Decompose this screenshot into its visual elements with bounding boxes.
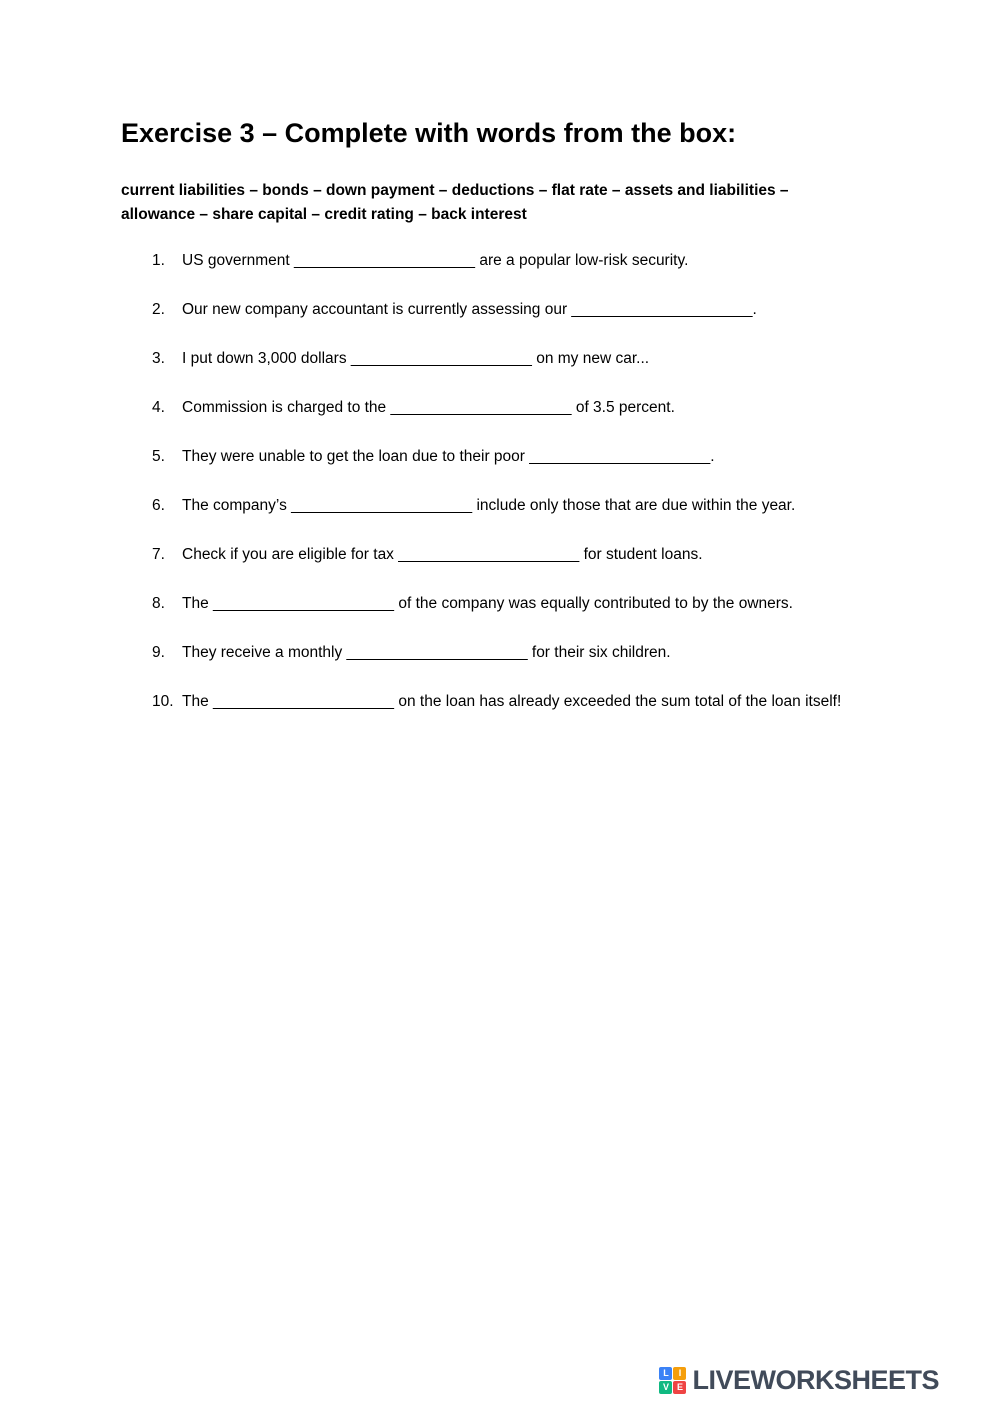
word-box: current liabilities – bonds – down payment – deductions – flat rate – assets and liabilities – allowance – share capital – credit rating – back interest	[121, 182, 789, 223]
item-post-text: for student loans.	[579, 546, 703, 563]
item-post-text: .	[752, 301, 757, 318]
brand-logo	[659, 1365, 939, 1396]
item-number: 8.	[152, 595, 165, 612]
item-number: 4.	[152, 399, 165, 416]
item-pre-text: They receive a monthly	[182, 644, 347, 661]
item-post-text: .	[710, 448, 715, 465]
icon-letter-l: L	[659, 1367, 672, 1380]
item-text	[182, 347, 649, 371]
blank-input[interactable]: _____________________	[291, 497, 473, 514]
icon-letter-i: I	[673, 1367, 686, 1380]
item-post-text: on my new car...	[531, 350, 650, 367]
item-pre-text: The	[182, 693, 214, 710]
icon-letter-e: E	[673, 1381, 686, 1394]
blank-input[interactable]: _____________________	[294, 252, 476, 269]
item-text	[182, 494, 795, 518]
item-text	[182, 592, 793, 616]
item-post-text: include only those that are due within the year.	[472, 497, 796, 514]
item-pre-text: The	[182, 595, 214, 612]
blank-input[interactable]: _____________________	[398, 546, 580, 563]
list-item	[152, 690, 889, 714]
list-item	[152, 396, 889, 420]
item-text	[182, 249, 688, 273]
list-item	[152, 347, 889, 371]
item-number: 6.	[152, 497, 165, 514]
liveworksheets-icon	[659, 1367, 686, 1394]
item-text	[182, 396, 675, 420]
page-title: Exercise 3 – Complete with words from the box:	[121, 118, 737, 148]
item-pre-text: US government	[182, 252, 294, 269]
list-item	[152, 298, 889, 322]
item-number: 10.	[152, 693, 174, 710]
item-text	[182, 641, 671, 665]
exercise-list	[121, 249, 889, 714]
item-post-text: of the company was equally contributed to by the owners.	[394, 595, 793, 612]
item-pre-text: The company’s	[182, 497, 292, 514]
list-item	[152, 592, 889, 616]
list-item	[152, 543, 889, 567]
item-pre-text: I put down 3,000 dollars	[182, 350, 351, 367]
blank-input[interactable]: _____________________	[213, 595, 395, 612]
icon-letter-v: V	[659, 1381, 672, 1394]
item-post-text: of 3.5 percent.	[571, 399, 675, 416]
item-number: 7.	[152, 546, 165, 563]
blank-input[interactable]: _____________________	[529, 448, 711, 465]
item-number: 5.	[152, 448, 165, 465]
item-number: 9.	[152, 644, 165, 661]
item-number: 3.	[152, 350, 165, 367]
item-number: 1.	[152, 252, 165, 269]
brand-text: LIVEWORKSHEETS	[692, 1365, 939, 1395]
item-pre-text: Commission is charged to the	[182, 399, 391, 416]
item-post-text: for their six children.	[527, 644, 671, 661]
item-post-text: are a popular low-risk security.	[475, 252, 689, 269]
item-post-text: on the loan has already exceeded the sum total of the loan itself!	[394, 693, 842, 710]
item-text	[182, 543, 703, 567]
blank-input[interactable]: _____________________	[390, 399, 572, 416]
item-text	[182, 690, 841, 714]
blank-input[interactable]: _____________________	[571, 301, 753, 318]
list-item	[152, 249, 889, 273]
item-text	[182, 298, 757, 322]
list-item	[152, 494, 889, 518]
blank-input[interactable]: _____________________	[213, 693, 395, 710]
item-pre-text: Check if you are eligible for tax	[182, 546, 399, 563]
blank-input[interactable]: _____________________	[350, 350, 532, 367]
item-number: 2.	[152, 301, 165, 318]
list-item	[152, 445, 889, 469]
blank-input[interactable]: _____________________	[346, 644, 528, 661]
item-pre-text: Our new company accountant is currently assessing our	[182, 301, 572, 318]
item-pre-text: They were unable to get the loan due to their poor	[182, 448, 530, 465]
list-item	[152, 641, 889, 665]
item-text	[182, 445, 715, 469]
